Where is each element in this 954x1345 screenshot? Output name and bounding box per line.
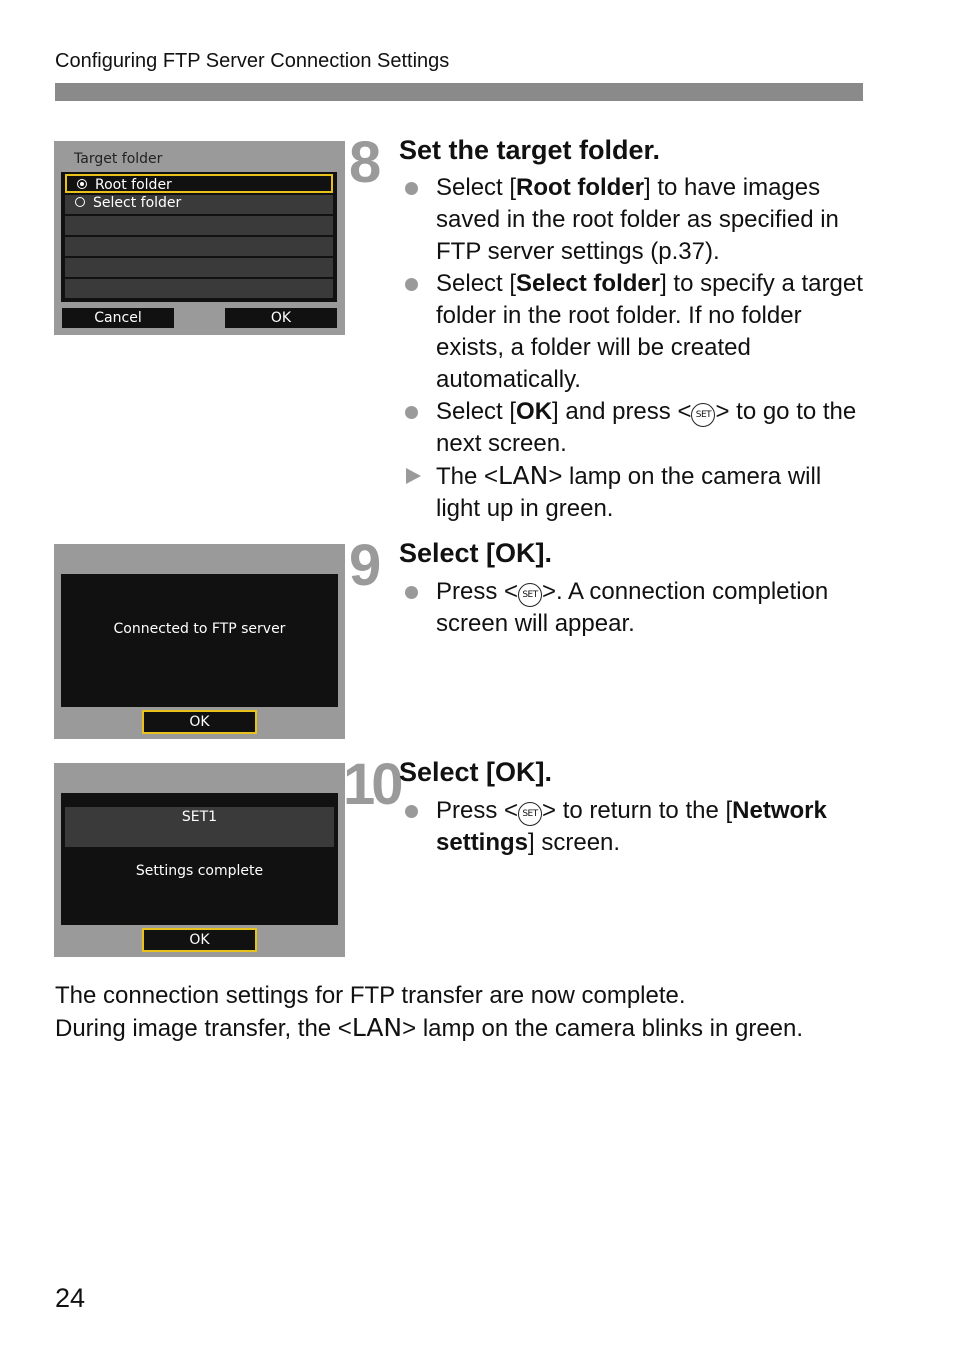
option-label: Root folder xyxy=(95,177,172,193)
folder-option-list xyxy=(61,172,337,302)
bullet-return-network: Press < SET > to return to the [Network settings] screen. xyxy=(405,795,865,859)
complete-message: Settings complete xyxy=(135,863,264,879)
bullet-dot-icon xyxy=(405,805,418,818)
set-button-icon: SET xyxy=(691,403,715,427)
connected-screen xyxy=(54,544,345,739)
empty-row xyxy=(65,237,333,256)
step9-title: Select [OK]. xyxy=(399,538,553,568)
bullet-dot-icon xyxy=(405,586,418,599)
closing-line-2: During image transfer, the <LAN> lamp on the camera blinks in green. xyxy=(55,1013,804,1042)
screen-panel xyxy=(61,793,338,925)
bullet-root-folder: Select [Root folder] to have images saved in the root folder as specified in FTP server settings (p.37). xyxy=(405,172,865,268)
bullet-dot-icon xyxy=(405,406,418,419)
step8-bullets xyxy=(405,172,865,525)
page-number: 24 xyxy=(55,1283,86,1313)
result-arrow-icon xyxy=(406,468,421,484)
settings-complete-screen xyxy=(54,763,345,957)
lan-lamp-icon: LAN xyxy=(351,1013,403,1042)
bullet-press-set: Press < SET >. A connection completion screen will appear. xyxy=(405,576,865,640)
step-number-8: 8 xyxy=(349,130,378,195)
bullet-lan-lamp: The <LAN> lamp on the camera will light up in green. xyxy=(405,460,865,525)
radio-unselected-icon xyxy=(75,197,85,207)
set-button-icon: SET xyxy=(518,583,542,607)
step8-title: Set the target folder. xyxy=(399,135,661,165)
screen-panel xyxy=(61,574,338,707)
closing-line-1: The connection settings for FTP transfer are now complete. xyxy=(55,982,686,1009)
ok-button[interactable]: OK xyxy=(142,710,257,734)
cancel-button[interactable]: Cancel xyxy=(62,308,174,328)
step10-title: Select [OK]. xyxy=(399,757,553,787)
step10-bullets xyxy=(405,795,865,859)
step9-bullets xyxy=(405,576,865,640)
radio-selected-icon xyxy=(77,179,87,189)
target-folder-screen xyxy=(54,141,345,335)
option-root-folder[interactable] xyxy=(65,174,333,193)
option-label: Select folder xyxy=(93,195,182,211)
closing-text xyxy=(55,980,915,1045)
ok-button[interactable]: OK xyxy=(142,928,257,952)
step-number-9: 9 xyxy=(349,533,378,598)
lan-lamp-icon: LAN xyxy=(498,461,549,490)
bullet-dot-icon xyxy=(405,182,418,195)
step-number-10: 10 xyxy=(343,752,400,817)
empty-row xyxy=(65,279,333,298)
header-bar xyxy=(55,83,863,101)
ok-button[interactable]: OK xyxy=(225,308,337,328)
screen-header: SET1 xyxy=(65,807,334,847)
header-title: Configuring FTP Server Connection Settings xyxy=(55,50,450,72)
bullet-dot-icon xyxy=(405,278,418,291)
empty-row xyxy=(65,258,333,277)
bullet-select-ok: Select [OK] and press < SET > to go to the next screen. xyxy=(405,396,865,460)
screen-title: Target folder xyxy=(74,151,163,167)
set-button-icon: SET xyxy=(518,802,542,826)
bullet-select-folder: Select [Select folder] to specify a target folder in the root folder. If no folder exists, a folder will be created automatically. xyxy=(405,268,865,396)
option-select-folder[interactable] xyxy=(65,195,333,214)
connection-message: Connected to FTP server xyxy=(113,621,286,637)
empty-row xyxy=(65,216,333,235)
